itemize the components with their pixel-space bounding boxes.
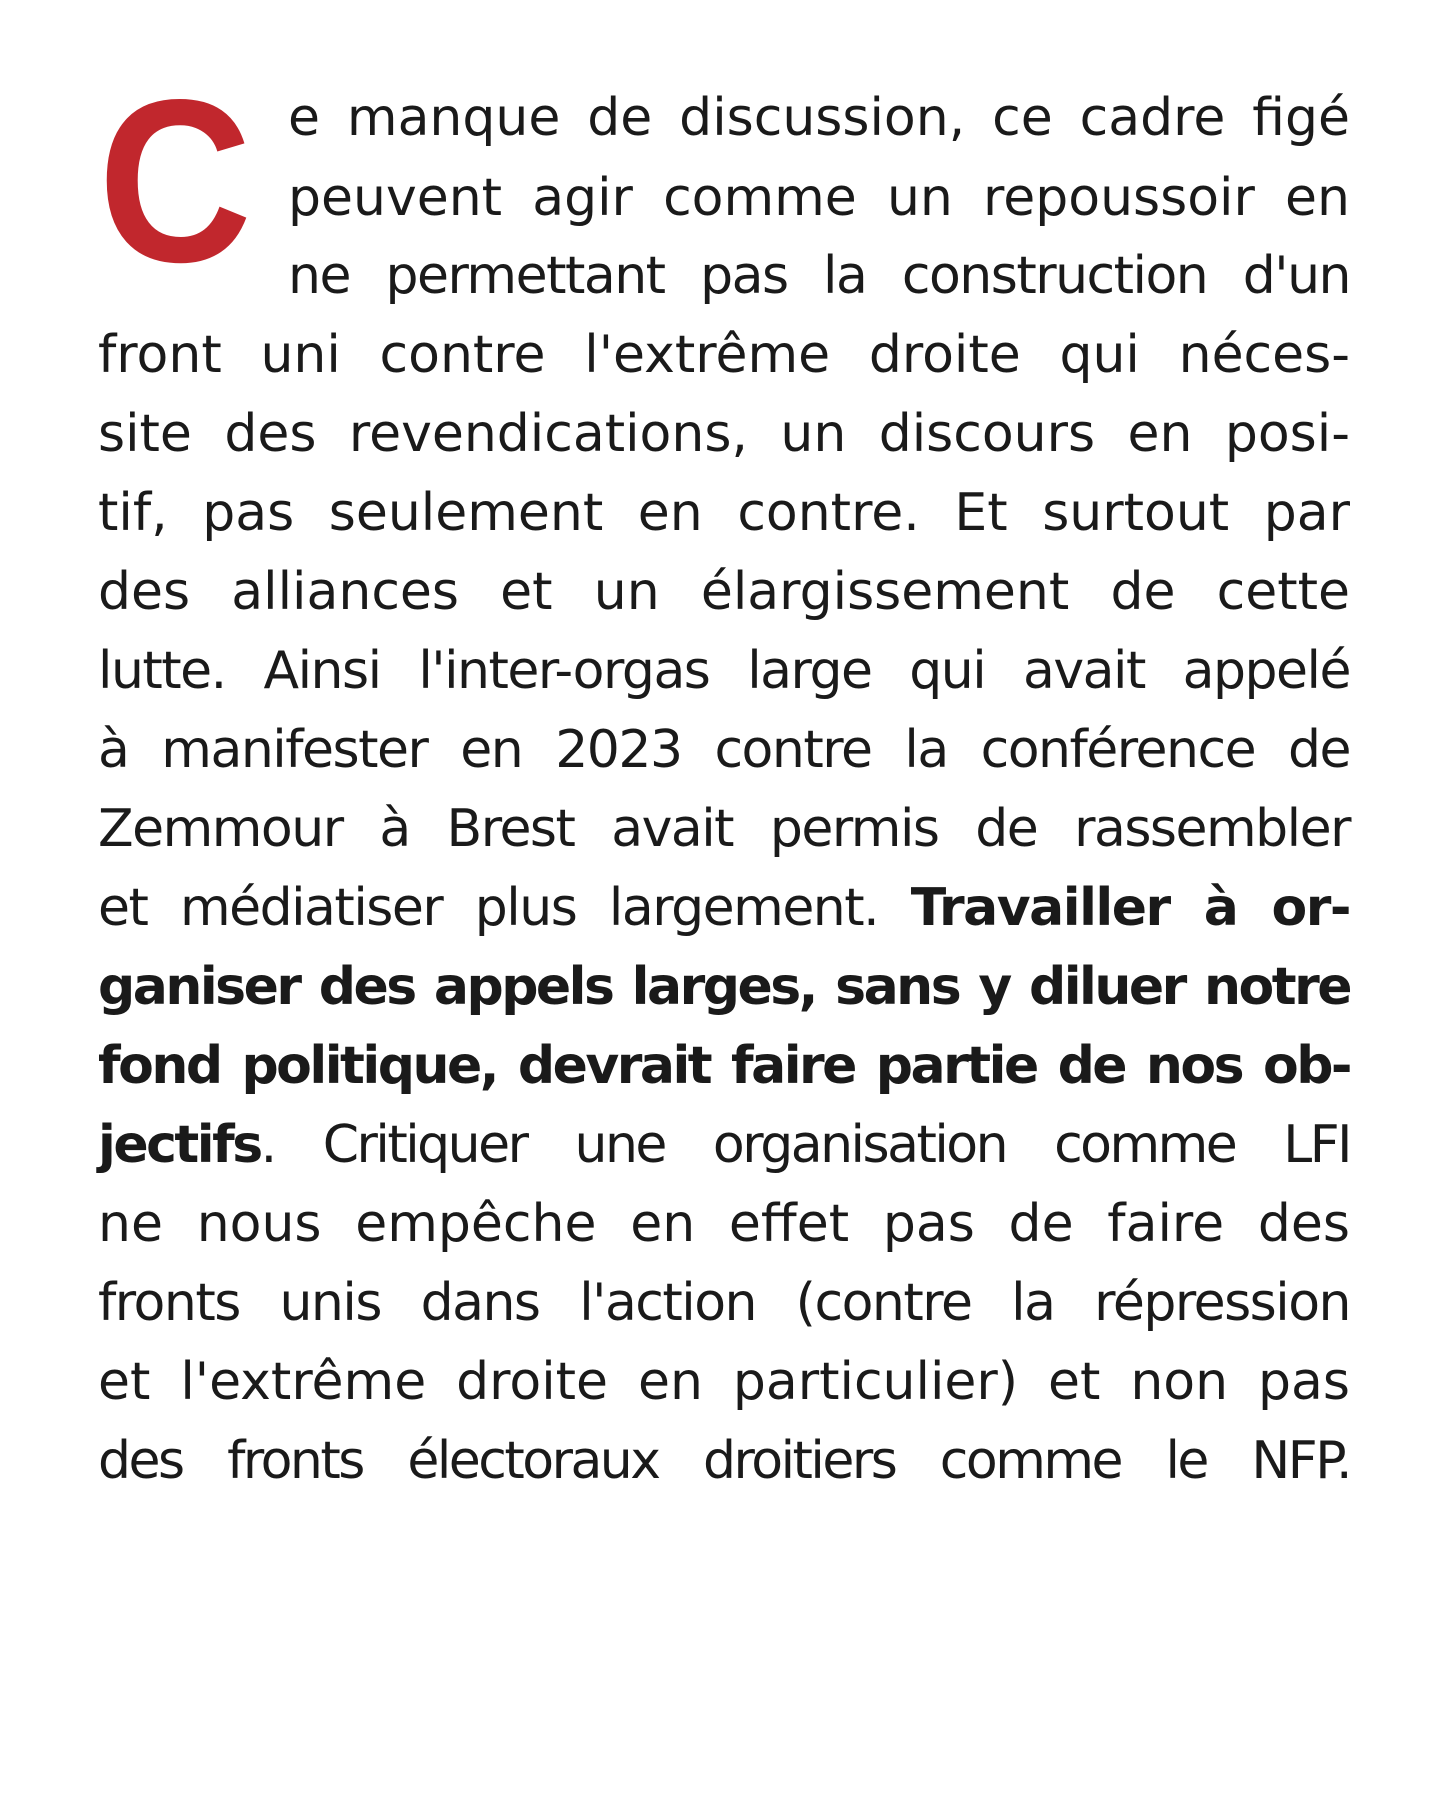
- text-segment: peuvent agir comme un repoussoir en: [288, 168, 1350, 228]
- body-line: [98, 718, 1350, 782]
- body-line: [288, 166, 1350, 230]
- body-line: [288, 244, 1350, 308]
- text-segment: site des revendications, un discours en posi-: [98, 404, 1350, 464]
- text-segment: des alliances et un élargissement de cette: [98, 562, 1350, 622]
- text-segment-bold: Travailler à or-: [910, 878, 1350, 938]
- text-segment: ne permettant pas la construction d'un: [288, 246, 1350, 306]
- text-segment: et l'extrême droite en particulier) et non pas: [98, 1352, 1350, 1412]
- text-segment: front uni contre l'extrême droite qui néces-: [98, 325, 1350, 385]
- body-line: [98, 797, 1350, 861]
- text-segment: à manifester en 2023 contre la conférence de: [98, 720, 1350, 780]
- body-line: [98, 876, 1350, 940]
- body-line: [98, 1271, 1350, 1335]
- body-line: [98, 1429, 1350, 1493]
- body-line: [98, 481, 1350, 545]
- body-line: [98, 323, 1350, 387]
- body-line: [98, 402, 1350, 466]
- body-line: [98, 1192, 1350, 1256]
- body-line: [98, 1350, 1350, 1414]
- body-line: [98, 639, 1350, 703]
- text-segment: Zemmour à Brest avait permis de rassembler: [98, 799, 1350, 859]
- body-line: [98, 560, 1350, 624]
- text-segment: fronts unis dans l'action (contre la répression: [98, 1273, 1350, 1333]
- text-segment: des fronts électoraux droitiers comme le NFP.: [98, 1431, 1350, 1491]
- text-segment-bold: jectifs: [98, 1115, 261, 1175]
- text-segment: et médiatiser plus largement.: [98, 878, 911, 938]
- text-segment: ne nous empêche en effet pas de faire des: [98, 1194, 1350, 1254]
- drop-cap: C: [98, 52, 249, 311]
- text-segment: . Critiquer une organisation comme LFI: [260, 1115, 1350, 1175]
- text-segment-bold: ganiser des appels larges, sans y diluer notre: [98, 957, 1350, 1017]
- text-segment: tif, pas seulement en contre. Et surtout par: [98, 483, 1350, 543]
- body-line: [288, 86, 1350, 150]
- text-segment: e manque de discussion, ce cadre figé: [288, 88, 1350, 148]
- text-segment-bold: fond politique, devrait faire partie de nos ob-: [98, 1036, 1350, 1096]
- body-line: [98, 1113, 1350, 1177]
- body-line: [98, 955, 1350, 1019]
- text-segment: lutte. Ainsi l'inter-orgas large qui avait appelé: [98, 641, 1350, 701]
- body-line: [98, 1034, 1350, 1098]
